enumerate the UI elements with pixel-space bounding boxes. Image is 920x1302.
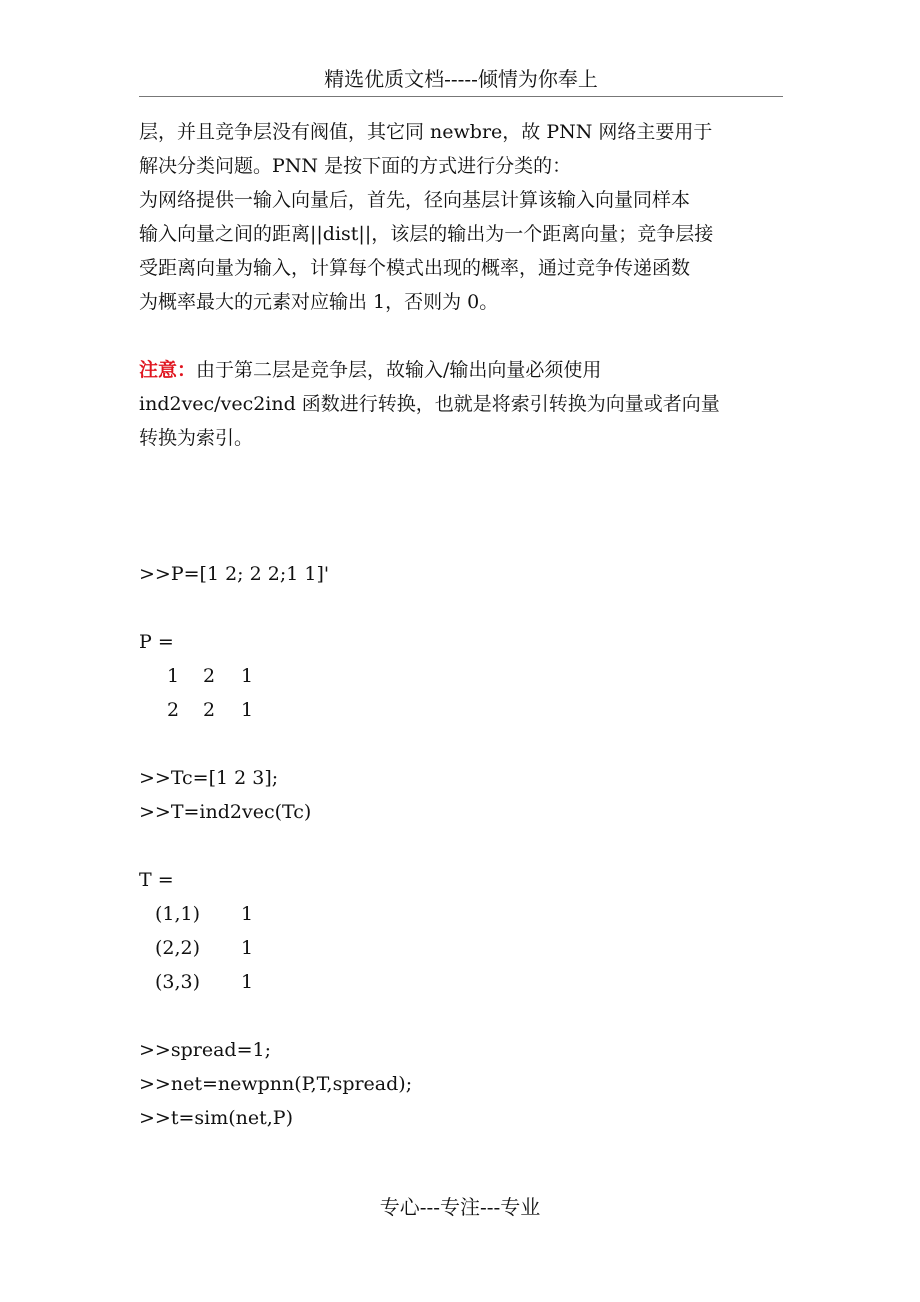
matrix-cell: 1 bbox=[241, 699, 254, 721]
matrix-cell: 2 bbox=[203, 665, 216, 687]
note-text: 由于第二层是竞争层，故输入/输出向量必须使用 bbox=[196, 359, 602, 381]
note-line: ind2vec/vec2ind 函数进行转换，也就是将索引转换为向量或者向量 bbox=[139, 393, 720, 415]
code-command: >>P=[1 2; 2 2;1 1]' bbox=[139, 563, 330, 585]
note-line: 转换为索引。 bbox=[139, 427, 254, 449]
matrix-cell: 2 bbox=[203, 699, 216, 721]
paragraph-line: 解决分类问题。PNN 是按下面的方式进行分类的： bbox=[139, 155, 572, 177]
matrix-cell: 1 bbox=[241, 665, 254, 687]
matrix-row bbox=[139, 659, 789, 693]
document-body bbox=[139, 115, 789, 1135]
sparse-value: 1 bbox=[241, 937, 254, 959]
code-command: >>net=newpnn(P,T,spread); bbox=[139, 1073, 413, 1095]
sparse-value: 1 bbox=[241, 971, 254, 993]
page-footer: 专心---专注---专业 bbox=[379, 1195, 541, 1219]
sparse-index: (3,3) bbox=[155, 971, 201, 993]
code-command: >>t=sim(net,P) bbox=[139, 1107, 294, 1129]
note-label: 注意： bbox=[139, 359, 197, 381]
sparse-value: 1 bbox=[241, 903, 254, 925]
code-command: >>spread=1; bbox=[139, 1039, 271, 1061]
code-command: >>T=ind2vec(Tc) bbox=[139, 801, 312, 823]
paragraph-line: 为网络提供一输入向量后，首先，径向基层计算该输入向量同样本 bbox=[139, 189, 691, 211]
paragraph-line: 输入向量之间的距离||dist||，该层的输出为一个距离向量；竞争层接 bbox=[139, 223, 714, 245]
sparse-row bbox=[139, 931, 789, 965]
sparse-row bbox=[139, 965, 789, 999]
sparse-index: (1,1) bbox=[155, 903, 201, 925]
code-command: >>Tc=[1 2 3]; bbox=[139, 767, 279, 789]
sparse-row bbox=[139, 897, 789, 931]
paragraph-line: 受距离向量为输入，计算每个模式出现的概率，通过竞争传递函数 bbox=[139, 257, 691, 279]
matrix-cell: 1 bbox=[167, 665, 180, 687]
matrix-row bbox=[139, 693, 789, 727]
header-divider bbox=[139, 96, 783, 97]
sparse-index: (2,2) bbox=[155, 937, 201, 959]
matrix-cell: 2 bbox=[167, 699, 180, 721]
matrix-label: P = bbox=[139, 631, 174, 653]
note-line bbox=[139, 353, 789, 387]
paragraph-line: 为概率最大的元素对应输出 1，否则为 0。 bbox=[139, 291, 499, 313]
page-header: 精选优质文档-----倾情为你奉上 bbox=[324, 67, 598, 91]
matrix-label: T = bbox=[139, 869, 174, 891]
paragraph-line: 层，并且竞争层没有阀值，其它同 newbre，故 PNN 网络主要用于 bbox=[139, 121, 713, 143]
